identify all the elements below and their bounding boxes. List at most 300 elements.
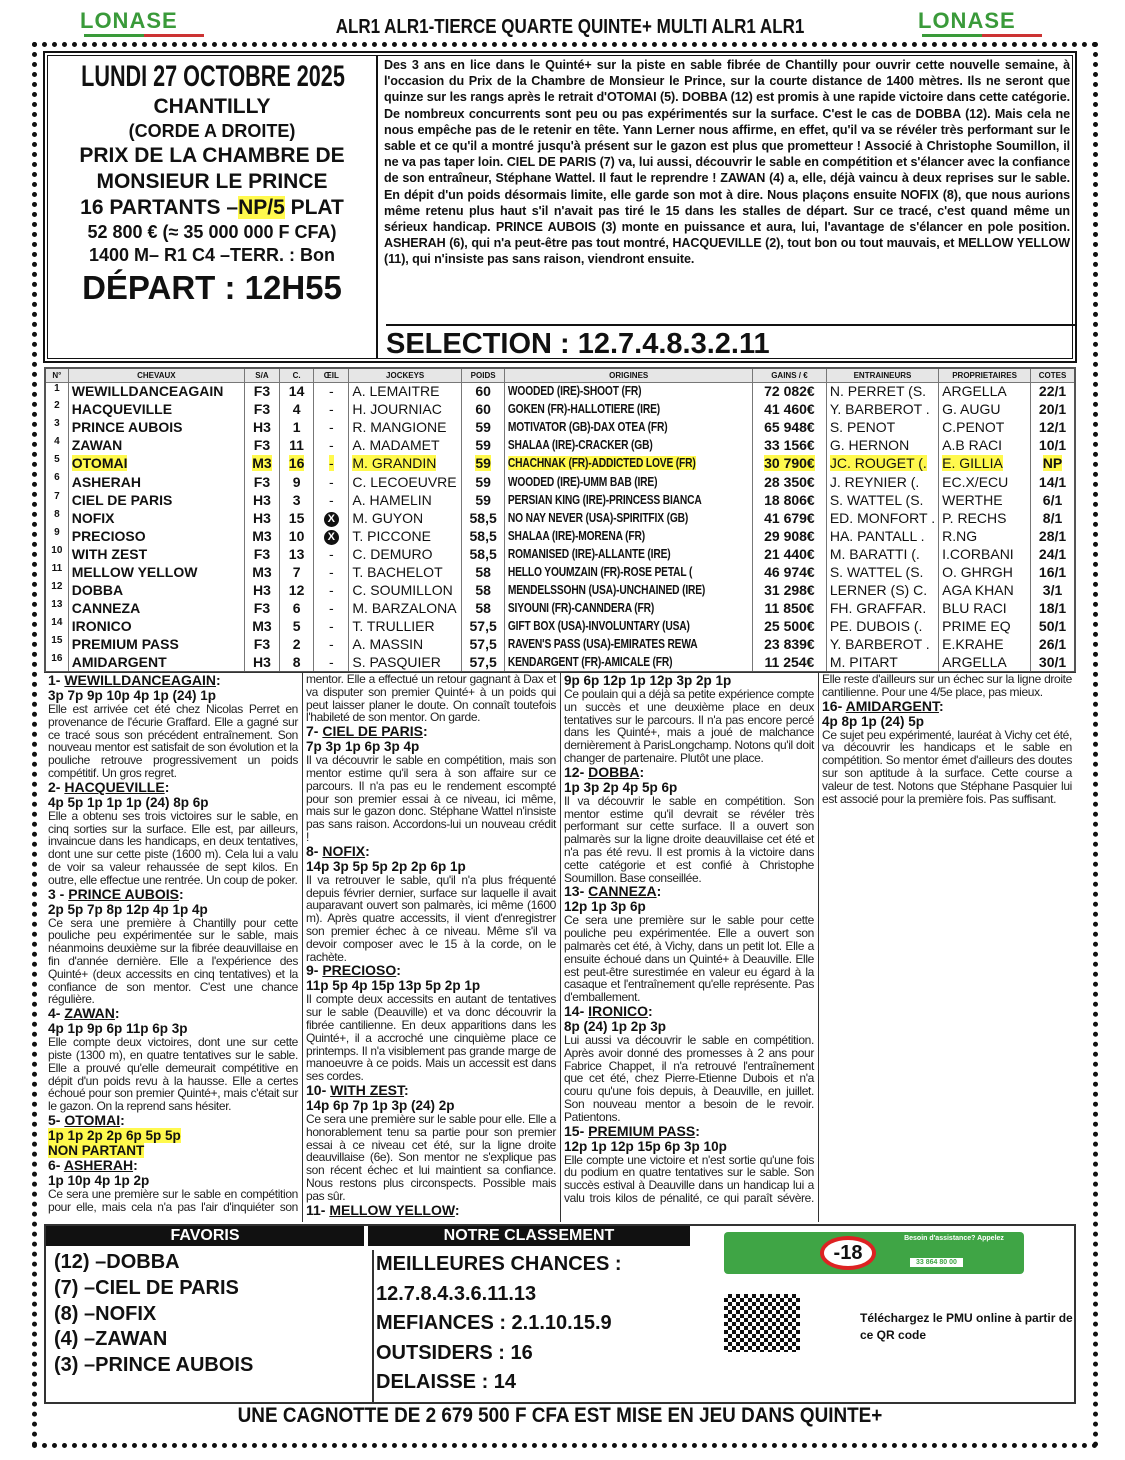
table-row (45, 563, 1075, 581)
cell-sa: F3 (245, 382, 280, 400)
cell-jockey: M. BARZALONA (349, 599, 462, 617)
cell-num: 5 (45, 454, 68, 472)
cell-cote: 28/1 (1031, 527, 1075, 545)
race-details: 1400 M– R1 C4 –TERR. : Bon (88, 245, 336, 265)
cell-poids: 59 (461, 436, 504, 454)
cell-proprietaire: E.KRAHE (939, 635, 1031, 653)
cell-cheval: MELLOW YELLOW (68, 563, 244, 581)
cell-poids: 58,5 (461, 527, 504, 545)
cell-gains: 65 948€ (753, 418, 827, 436)
cell-jockey: S. PASQUIER (349, 653, 462, 671)
favori-item: (12) –DOBBA (54, 1251, 180, 1273)
cell-num: 1 (45, 382, 68, 400)
cell-origines: MENDELSSOHN (USA)-UNCHAINED (IRE) (505, 581, 708, 599)
cell-sa: F3 (245, 400, 280, 418)
comment-text: Il va découvrir le sable en compétition. Son mentor estime qu'il devrait se révéler très performant sur cette surface. Il a ouvert son palmarès sur la ligne droite deauvillaise cet été et n'a pas été revu. Il est promis à la victoire dans cette catégorie et est confié à Christophe Soumillon. Base conseillée. (564, 793, 814, 885)
form-line: 3p 7p 9p 10p 4p 1p (24) 1p (48, 688, 217, 703)
cell-cheval: WITH ZEST (68, 545, 244, 563)
cell-oeil: - (314, 635, 349, 653)
cell-corde: 9 (279, 472, 313, 490)
cell-num: 3 (45, 418, 68, 436)
cell-gains: 41 679€ (753, 509, 827, 527)
table-row (45, 382, 1075, 400)
corde: (CORDE A DROITE) (128, 121, 296, 141)
cell-origines: SIYOUNI (FR)-CANNDERA (FR) (505, 599, 708, 617)
allocation: 52 800 € (≈ 35 000 000 F CFA) (87, 222, 337, 242)
cell-sa: M3 (245, 454, 280, 472)
form-line: 9p 6p 12p 1p 12p 3p 2p 1p (564, 673, 732, 688)
cell-gains: 18 806€ (753, 491, 827, 509)
cell-oeil: - (314, 400, 349, 418)
cell-sa: F3 (245, 472, 280, 490)
comment-text: Il compte deux accessits en autant de tentatives sur le sable (Deauville) et va donc découvrir la fibrée cantilienne. En deux apparitions dans les Quinté+, il a accroché une cinquième place ce printemps. Il n'a visiblement pas grande marge de manoeuvre à ce poids. Mais un accessit est dans ses cordes. (306, 992, 556, 1084)
form-line: 12p 1p 3p 6p (564, 899, 646, 915)
cell-oeil: - (314, 491, 349, 509)
cell-poids: 59 (461, 491, 504, 509)
form-line: 8p (24) 1p 2p 3p (564, 1018, 667, 1034)
cell-poids: 57,5 (461, 653, 504, 671)
cell-entraineur: FH. GRAFFAR. (826, 599, 938, 617)
horse-comment (306, 963, 556, 1083)
cell-proprietaire: P. RECHS (939, 509, 1031, 527)
form-line: 2p 5p 7p 8p 12p 4p 1p 4p (48, 901, 208, 917)
cell-gains: 23 839€ (753, 635, 827, 653)
cell-gains: 25 500€ (753, 617, 827, 635)
cell-entraineur: Y. BARBEROT . (826, 400, 938, 418)
cell-entraineur: J. REYNIER (. (826, 472, 938, 490)
classement-line: 12.7.8.4.3.6.11.13 (376, 1282, 537, 1305)
cell-cheval: PRINCE AUBOIS (68, 418, 244, 436)
cell-num: 14 (45, 617, 68, 635)
cell-proprietaire: BLU RACI (939, 599, 1031, 617)
cell-entraineur: S. PENOT (826, 418, 938, 436)
comment-text: Elle compte une victoire et n'est sortie qu'une fois du podium en quatre tentatives sur le sable. Son succès estival à Deauville dans un handicap lui a valu trois kilos de pénalité, ce qui paraît sévère. Elle reste d'ailleurs sur un échec sur la ligne droite cantilienne. Pour une 4/5e place, pas mieux. (564, 672, 1072, 1205)
form-line: 7p 3p 1p 6p 3p 4p (306, 739, 420, 755)
venue: CHANTILLY (153, 95, 271, 118)
cell-poids: 58 (461, 581, 504, 599)
cell-entraineur: HA. PANTALL . (826, 527, 938, 545)
cell-num: 15 (45, 635, 68, 653)
column-header: CHEVAUX (68, 368, 244, 382)
cell-proprietaire: I.CORBANI (939, 545, 1031, 563)
table-row (45, 599, 1075, 617)
cell-corde: 13 (279, 545, 313, 563)
page-title: ALR1 ALR1-TIERCE QUARTE QUINTE+ MULTI ALR1 ALR1 (335, 16, 805, 38)
cell-num: 9 (45, 527, 68, 545)
cell-cote: 12/1 (1031, 418, 1075, 436)
classement-list (372, 1250, 622, 1404)
cell-oeil: - (314, 563, 349, 581)
qr-code[interactable] (724, 1294, 800, 1352)
cell-poids: 58,5 (461, 545, 504, 563)
cell-jockey: A. HAMELIN (349, 491, 462, 509)
cell-corde: 5 (279, 617, 313, 635)
cell-oeil: - (314, 617, 349, 635)
cell-gains: 41 460€ (753, 400, 827, 418)
cell-cote: 24/1 (1031, 545, 1075, 563)
column-header: JOCKEYS (349, 368, 462, 382)
cell-oeil: - (314, 653, 349, 671)
cell-poids: 60 (461, 382, 504, 400)
table-row (45, 491, 1075, 509)
cell-num: 16 (45, 653, 68, 671)
cell-gains: 33 156€ (753, 436, 827, 454)
horse-commentaries (44, 672, 1076, 1222)
comment-text: Elle compte deux victoires, dont une sur cette piste (1300 m), en quatre tentatives sur le sable. Elle a prouvé qu'elle demeurait compétitive en dépit d'un poids revu à la hausse. Elle a certes échoué pour son premier Quinté+, mais c'était sur le gazon. On la reprend sans hésiter. (48, 1035, 298, 1114)
lonase-logo-right: LONASE (918, 4, 1058, 44)
cell-sa: H3 (245, 418, 280, 436)
cell-corde: 11 (279, 436, 313, 454)
cell-cheval: PREMIUM PASS (68, 635, 244, 653)
table-row (45, 635, 1075, 653)
responsible-gaming-banner (724, 1232, 1024, 1274)
cell-entraineur: Y. BARBEROT . (826, 635, 938, 653)
cagnotte-banner: UNE CAGNOTTE DE 2 679 500 F CFA EST MISE EN JEU DANS QUINTE+ (237, 1404, 883, 1427)
comment-title: 8- NOFIX: (306, 842, 370, 859)
qr-caption: Téléchargez le PMU online à partir de ce QR code (860, 1311, 1073, 1342)
table-row (45, 509, 1075, 527)
comment-text: Lui aussi va découvrir le sable en compétition. Après avoir donné des promesses à 2 ans pour Fabrice Chappet, il n'a retrouvé l'entraînement que cet été, chez Pierre-Etienne Dubois et n'a couru qu'une fois depuis, à Deauville, en juillet. Son nouveau mentor a besoin de le revoir. Patientons. (564, 1032, 814, 1124)
cell-cote: 16/1 (1031, 563, 1075, 581)
cell-cote: 30/1 (1031, 653, 1075, 671)
partants-table (44, 367, 1076, 673)
phone-number: 33 864 80 00 (910, 1258, 963, 1267)
cell-sa: M3 (245, 527, 280, 545)
cell-oeil (314, 527, 349, 545)
cell-cheval: WEWILLDANCEAGAIN (68, 382, 244, 400)
cell-sa: F3 (245, 545, 280, 563)
form-line: 4p 5p 1p 1p 1p (24) 8p 6p (48, 794, 209, 810)
cell-origines: KENDARGENT (FR)-AMICALE (FR) (505, 653, 708, 671)
table-row (45, 527, 1075, 545)
cell-poids: 59 (461, 454, 504, 472)
cell-sa: H3 (245, 491, 280, 509)
help-text: Besoin d'assistance? Appelez (904, 1235, 1004, 1242)
cell-gains: 29 908€ (753, 527, 827, 545)
cell-corde: 4 (279, 400, 313, 418)
cell-cote: 18/1 (1031, 599, 1075, 617)
intro-text: Des 3 ans en lice dans le Quinté+ sur la piste en sable fibrée de Chantilly pour ouvrir cette nouvelle semaine, à l'occasion du Prix de la Chambre de Monsieur le Prince, sur la courte distance de 1400 mètres. Ils ne seront que quinze sur les rangs après le retrait d'OTOMAI (5). DOBBA (12) est promis à une rapide victoire dans cette catégorie. De nombreux concurrents sont peu ou pas expérimentés sur la surface. C'est le cas de DOBBA (12). Mais cela ne nous empêche pas de le retenir en tête. Yann Lerner nous affirme, en effet, qu'il va se révéler très performant sur le sable et ce qu'il a montré jusqu'à présent sur le gazon est plus que prometteur ! Associé à Christophe Soumillon, il ne va pas taper loin. CIEL DE PARIS (7) va, lui aussi, découvrir le sable en compétition et s'élancer avec la confiance de son entraîneur, Stéphane Wattel. Il faut le reprendre ! ZAWAN (4) a, elle, déjà vaincu à deux reprises sur le sable. En dépit d'un poids désormais limite, elle garde son mot à dire. Nous plaçons ensuite NOFIX (8), que nous aurions même retenu plus haut s'il n'avait pas tiré le 15 dans les stalles de départ. Sur ce tracé, c'est quand même un sérieux handicap. PRINCE AUBOIS (3) monte en puissance et aura, lui, l'avantage de s'élancer en pole position. ASHERAH (6), qui n'a peut-être pas tout montré, HACQUEVILLE (2), tout bon ou tout mauvais, et MELLOW YELLOW (11), qui n'insiste pas sans raison, viendront ensuite. (384, 58, 1070, 267)
comment-text: Ce poulain qui a déjà sa petite expérience compte un succès et une deuxième place en deux tentatives sur le parcours. Il n'a pas encore percé dans les Quinté+, mais a joué de malchance dernièrement à ParisLongchamp. Notons qu'il doit changer de partenaire. Plutôt une place. (564, 687, 814, 765)
table-row (45, 472, 1075, 490)
table-row (45, 581, 1075, 599)
cell-entraineur: ED. MONFORT . (826, 509, 938, 527)
comment-text: Ce sujet peu expérimenté, lauréat à Vichy cet été, va découvrir les handicaps et le sable en compétition. So mentor émet d'ailleurs des doutes sur son aptitude à la surface. Cette course a valeur de test. Notons que Stéphane Pasquier lui est associé pour la première fois. Pas suffisant. (822, 727, 1072, 806)
cell-poids: 58 (461, 599, 504, 617)
cell-origines: MOTIVATOR (GB)-DAX OTEA (FR) (505, 418, 708, 436)
cell-oeil: - (314, 545, 349, 563)
cell-sa: H3 (245, 509, 280, 527)
comment-title: 13- CANNEZA: (564, 883, 662, 900)
cell-origines: NO NAY NEVER (USA)-SPIRITFIX (GB) (505, 509, 708, 527)
cell-num: 4 (45, 436, 68, 454)
cell-origines: PERSIAN KING (IRE)-PRINCESS BIANCA (505, 491, 708, 509)
cell-origines: SHALAA (IRE)-CRACKER (GB) (505, 436, 708, 454)
table-row (45, 400, 1075, 418)
horse-comment (564, 884, 814, 1004)
cell-cheval: CANNEZA (68, 599, 244, 617)
horse-comment (48, 1113, 298, 1158)
comment-title: 3 - PRINCE AUBOIS: (48, 885, 184, 902)
cell-proprietaire: EC.X/ECU (939, 472, 1031, 490)
cell-cote: 50/1 (1031, 617, 1075, 635)
prix-line2: MONSIEUR LE PRINCE (96, 170, 328, 193)
lonase-logo-left: LONASE (80, 4, 220, 44)
cell-cheval: DOBBA (68, 581, 244, 599)
comment-title: 16- AMIDARGENT: (822, 697, 944, 714)
favoris-list (54, 1250, 253, 1379)
horse-comment (306, 724, 556, 844)
cell-cheval: IRONICO (68, 617, 244, 635)
cell-oeil: - (314, 382, 349, 400)
cell-sa: F3 (245, 436, 280, 454)
classement-line: MEFIANCES : 2.1.10.15.9 (376, 1312, 612, 1334)
cell-poids: 58 (461, 563, 504, 581)
bottom-panel (44, 1224, 1076, 1404)
no-minors-icon: -18 (820, 1236, 876, 1270)
cell-cheval: HACQUEVILLE (68, 400, 244, 418)
cell-proprietaire: ARGELLA (939, 653, 1031, 671)
table-row (45, 436, 1075, 454)
comment-title: 6- ASHERAH: (48, 1156, 138, 1173)
comment-title: 15- PREMIUM PASS: (564, 1122, 700, 1139)
cell-cheval: AMIDARGENT (68, 653, 244, 671)
comment-text: Elle a obtenu ses trois victoires sur le sable, en cinq sorties sur la surface. Elle est, par ailleurs, invaincue dans les handicaps, en deux tentatives, dont une sur cette piste (1600 m). Cela lui a valu de voir sa valeur rehaussée de sept kilos. En outre, elle effectue une rentrée. Un coup de poker. (48, 808, 298, 887)
column-header: COTES (1031, 368, 1075, 382)
comment-text: Il va découvrir le sable en compétition, mais son mentor estime qu'il sera à son affaire sur ce parcours. Il n'a pas eu le rendement escompté pour son premier essai à ce niveau, ici même, mais sur le gazon donc. Stéphane Wattel n'insiste pas sans raison. Accordons-lui un nouveau crédit ! (306, 753, 556, 844)
cell-cote: 14/1 (1031, 472, 1075, 490)
comment-text: Ce sera une première à Chantilly pour cette pouliche peu expérimentée sur le sable, mais néanmoins deuxième sur la fibrée deauvillaise en fin d'année dernière. Elle a l'expérience des Quinté+ (deux accessits en cinq tentatives) et la confiance de son mentor. C'est une chance régulière. (48, 915, 298, 1007)
cell-gains: 11 850€ (753, 599, 827, 617)
table-row (45, 545, 1075, 563)
cell-origines: WOODED (IRE)-UMM BAB (IRE) (505, 472, 708, 490)
table-row (45, 617, 1075, 635)
column-header: ORIGINES (505, 368, 753, 382)
cell-origines: GOKEN (FR)-HALLOTIERE (IRE) (505, 400, 708, 418)
cell-origines: HELLO YOUMZAIN (FR)-ROSE PETAL ( (505, 563, 708, 581)
comment-title: 12- DOBBA: (564, 763, 645, 780)
form-line: 12p 1p 12p 15p 6p 3p 10p (564, 1138, 727, 1154)
cell-cote: 3/1 (1031, 581, 1075, 599)
cell-oeil: - (314, 599, 349, 617)
cell-gains: 72 082€ (753, 382, 827, 400)
cell-poids: 57,5 (461, 635, 504, 653)
race-date: LUNDI 27 OCTOBRE 2025 (81, 60, 345, 93)
cell-origines: RAVEN'S PASS (USA)-EMIRATES REWA (505, 635, 708, 653)
comment-title: 7- CIEL DE PARIS: (306, 723, 428, 740)
column-header: N° (45, 368, 68, 382)
cell-jockey: C. LECOEUVRE (349, 472, 462, 490)
form-line: 1p 3p 2p 4p 5p 6p (564, 779, 678, 795)
cell-gains: 21 440€ (753, 545, 827, 563)
horse-comment (564, 765, 814, 885)
cell-origines: SHALAA (IRE)-MORENA (FR) (505, 527, 708, 545)
comment-title: 9- PRECIOSO: (306, 962, 401, 979)
cell-corde: 6 (279, 599, 313, 617)
cell-cote: 20/1 (1031, 400, 1075, 418)
cell-proprietaire: C.PENOT (939, 418, 1031, 436)
cell-entraineur: M. BARATTI (. (826, 545, 938, 563)
horse-comment (306, 844, 556, 964)
cell-cote: 26/1 (1031, 635, 1075, 653)
classement-line: MEILLEURES CHANCES : (376, 1253, 622, 1275)
cell-jockey: H. JOURNIAC (349, 400, 462, 418)
cell-proprietaire: PRIME EQ (939, 617, 1031, 635)
comment-title: 10- WITH ZEST: (306, 1081, 409, 1098)
cell-entraineur: S. WATTEL (S. (826, 563, 938, 581)
column-header: ENTRAINEURS (826, 368, 938, 382)
cell-jockey: C. SOUMILLON (349, 581, 462, 599)
classement-title: NOTRE CLASSEMENT (368, 1226, 690, 1246)
cell-num: 12 (45, 581, 68, 599)
cell-corde: 12 (279, 581, 313, 599)
cell-cote: 6/1 (1031, 491, 1075, 509)
cell-gains: 28 350€ (753, 472, 827, 490)
cell-num: 10 (45, 545, 68, 563)
cell-corde: 2 (279, 635, 313, 653)
cell-entraineur: LERNER (S) C. (826, 581, 938, 599)
cell-cheval: CIEL DE PARIS (68, 491, 244, 509)
cell-proprietaire: AGA KHAN (939, 581, 1031, 599)
cell-origines: ROMANISED (IRE)-ALLANTE (IRE) (505, 545, 708, 563)
cell-jockey: C. DEMURO (349, 545, 462, 563)
race-summary (44, 52, 1076, 362)
cell-jockey: A. LEMAITRE (349, 382, 462, 400)
cell-oeil: - (314, 472, 349, 490)
cell-proprietaire: A.B RACI (939, 436, 1031, 454)
cell-origines: GIFT BOX (USA)-INVOLUNTARY (USA) (505, 617, 708, 635)
depart-time: DÉPART : 12H55 (82, 269, 342, 306)
cell-num: 11 (45, 563, 68, 581)
form-line: 14p 6p 7p 1p 3p (24) 2p (306, 1097, 455, 1113)
cell-cheval: ZAWAN (68, 436, 244, 454)
horse-comment (564, 1004, 814, 1124)
cell-cote: 8/1 (1031, 509, 1075, 527)
cell-num: 13 (45, 599, 68, 617)
comment-title: 5- OTOMAI: (48, 1111, 125, 1128)
form-line: 1p 1p 2p 2p 6p 5p 5p (48, 1127, 181, 1143)
cell-entraineur: JC. ROUGET (. (826, 454, 938, 472)
comment-text: Ce sera une première sur le sable pour elle. Elle a honorablement tenu sa partie pour son premier essai à ce niveau cet été, sur la ligne droite deauvillaise (6e). Son mentor ne s'explique pas son récent échec et lui maintient sa confiance. Nous restons plus circonspects. Possible mais pas sûr. (306, 1111, 556, 1203)
cell-num: 6 (45, 472, 68, 490)
selection: SELECTION : 12.7.4.8.3.2.11 (386, 324, 1076, 361)
column-header: C. (279, 368, 313, 382)
cell-corde: 16 (279, 454, 313, 472)
horse-comment (306, 1083, 556, 1203)
column-header: ŒIL (314, 368, 349, 382)
cell-sa: H3 (245, 581, 280, 599)
comment-title: 11- MELLOW YELLOW: (306, 1201, 460, 1218)
horse-comment (822, 699, 1072, 806)
cell-num: 7 (45, 491, 68, 509)
cell-corde: 1 (279, 418, 313, 436)
cell-proprietaire: E. GILLIA (939, 454, 1031, 472)
horse-comment (48, 780, 298, 887)
cell-jockey: M. GRANDIN (349, 454, 462, 472)
cell-oeil: - (314, 454, 349, 472)
favori-item: (8) –NOFIX (54, 1302, 157, 1325)
prix-line1: PRIX DE LA CHAMBRE DE (79, 144, 345, 167)
column-header: PROPRIETAIRES (939, 368, 1031, 382)
form-line: 4p 8p 1p (24) 5p (822, 713, 925, 729)
cell-sa: F3 (245, 599, 280, 617)
cell-entraineur: G. HERNON (826, 436, 938, 454)
cell-gains: 46 974€ (753, 563, 827, 581)
form-line: 1p 10p 4p 1p 2p (48, 1172, 150, 1188)
table-row (45, 418, 1075, 436)
cell-corde: 15 (279, 509, 313, 527)
comment-title: 4- ZAWAN: (48, 1005, 120, 1022)
cell-gains: 31 298€ (753, 581, 827, 599)
cell-cote: 22/1 (1031, 382, 1075, 400)
classement-line: DELAISSE : 14 (376, 1371, 517, 1393)
cell-jockey: T. PICCONE (349, 527, 462, 545)
cell-sa: M3 (245, 617, 280, 635)
cell-cheval: ASHERAH (68, 472, 244, 490)
column-header: GAINS / € (753, 368, 827, 382)
blinkers-icon: X (324, 512, 339, 527)
race-info (48, 56, 378, 358)
cell-proprietaire: G. AUGU (939, 400, 1031, 418)
cell-entraineur: M. PITART (826, 653, 938, 671)
favori-item: (3) –PRINCE AUBOIS (54, 1354, 254, 1377)
comment-title: 14- IRONICO: (564, 1002, 653, 1019)
column-header: S/A (245, 368, 280, 382)
cell-jockey: T. TRULLIER (349, 617, 462, 635)
cell-corde: 8 (279, 653, 313, 671)
comment-text: Ce sera une première sur le sable en compétition pour elle, mais cela n'a pas l'air d'inquiéter son mentor. Elle a effectué un retour gagnant à Dax et va disputer son premier Quinté+ à un poids qui peut laisser planer le doute. On connaît toutefois l'habileté de son mentor. On garde. (48, 672, 556, 1214)
form-line: 14p 3p 5p 5p 2p 2p 6p 1p (306, 858, 466, 874)
cell-num: 2 (45, 400, 68, 418)
cell-jockey: T. BACHELOT (349, 563, 462, 581)
partants: 16 PARTANTS –NP/5 PLAT (80, 196, 344, 219)
cell-oeil: - (314, 581, 349, 599)
cell-poids: 57,5 (461, 617, 504, 635)
table-row (45, 454, 1075, 472)
cell-cheval: NOFIX (68, 509, 244, 527)
favori-item: (7) –CIEL DE PARIS (54, 1276, 239, 1299)
cell-proprietaire: O. GHRGH (939, 563, 1031, 581)
horse-comment (48, 1006, 298, 1113)
comment-text: Elle est arrivée cet été chez Nicolas Perret en provenance de l'écurie Graffard. Elle a gagné sur ce tracé sous son précédent entraînement. Son nouveau mentor est satisfait de son évolution et la pouliche retrouve progressivement un poids compétitif. Un gros regret. (48, 702, 298, 780)
horse-comment (48, 673, 298, 780)
form-line: 4p 1p 9p 6p 11p 6p 3p (48, 1021, 188, 1037)
cell-sa: H3 (245, 653, 280, 671)
cell-sa: M3 (245, 563, 280, 581)
cell-entraineur: N. PERRET (S. (826, 382, 938, 400)
cell-oeil (314, 509, 349, 527)
cell-gains: 11 254€ (753, 653, 827, 671)
cell-cheval: PRECIOSO (68, 527, 244, 545)
cell-jockey: M. GUYON (349, 509, 462, 527)
blinkers-icon: X (324, 530, 339, 545)
cell-entraineur: S. WATTEL (S. (826, 491, 938, 509)
horse-comment (48, 887, 298, 1007)
cell-num: 8 (45, 509, 68, 527)
cell-jockey: A. MASSIN (349, 635, 462, 653)
comment-text: Il va retrouver le sable, qu'il n'a plus fréquenté depuis février dernier, surface sur laquelle il avait auparavant ouvert son palmarès, ici même (1600 m). Après quatre accessits, il vient d'enregistrer son premier échec à ce niveau. Même s'il va devoir composer avec le 15 à la corde, on le rachète. (306, 872, 556, 964)
cell-corde: 3 (279, 491, 313, 509)
cell-corde: 7 (279, 563, 313, 581)
form-line: 11p 5p 4p 15p 13p 5p 2p 1p (306, 978, 481, 994)
cell-sa: F3 (245, 635, 280, 653)
cell-oeil: - (314, 418, 349, 436)
cell-corde: 14 (279, 382, 313, 400)
cell-corde: 10 (279, 527, 313, 545)
cell-jockey: A. MADAMET (349, 436, 462, 454)
cell-poids: 60 (461, 400, 504, 418)
status-badge: NON PARTANT (48, 1142, 145, 1158)
